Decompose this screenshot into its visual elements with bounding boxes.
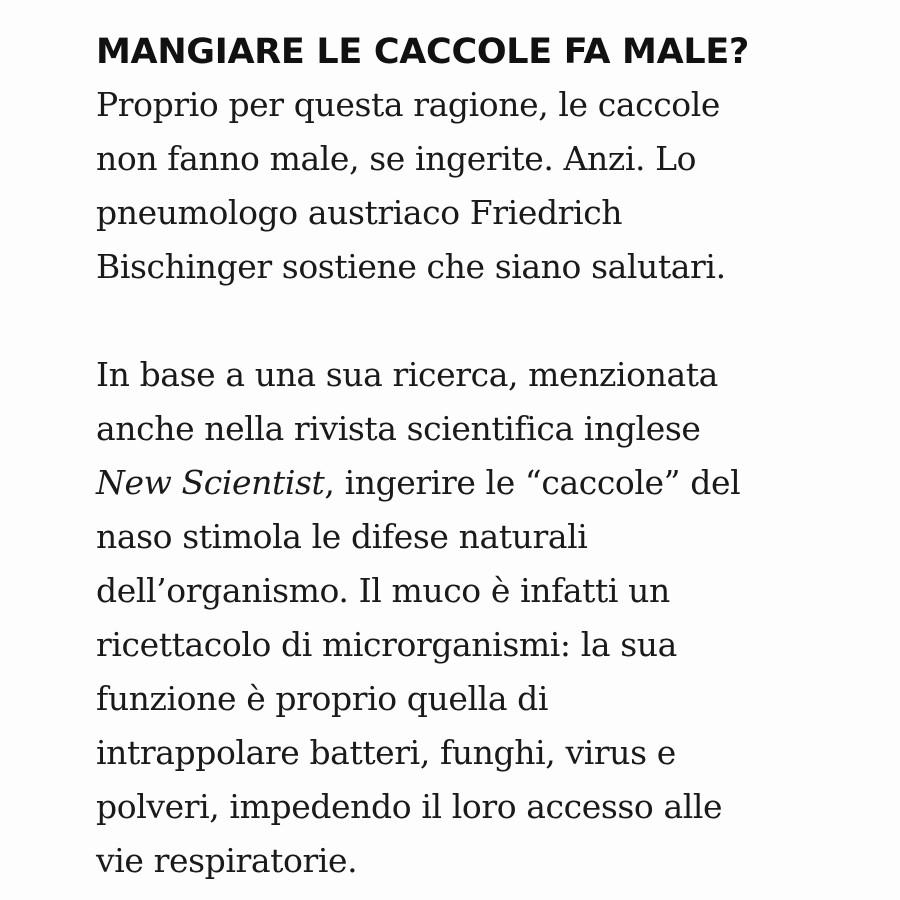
paragraph-2-line: polveri, impedendo il loro accesso alle: [96, 787, 723, 826]
paragraph-2-line: dell’organismo. Il muco è infatti un: [96, 571, 670, 610]
paragraph-1-line: pneumologo austriaco Friedrich: [96, 193, 623, 232]
paragraph-2-line: ricettacolo di microrganismi: la sua: [96, 625, 677, 664]
paragraph-2-line: intrappolare batteri, funghi, virus e: [96, 733, 676, 772]
article-heading: MANGIARE LE CACCOLE FA MALE?: [96, 32, 749, 72]
paragraph-2-line-text: , ingerire le “caccole” del: [324, 463, 741, 502]
paragraph-2-line: In base a una sua ricerca, menzionata: [96, 355, 718, 394]
paragraph-2-line: vie respiratorie.: [96, 841, 358, 880]
paragraph-1: [96, 78, 876, 294]
paragraph-2-line: [96, 456, 876, 510]
paragraph-2-line: naso stimola le difese naturali: [96, 517, 588, 556]
paragraph-1-line: non fanno male, se ingerite. Anzi. Lo: [96, 139, 697, 178]
publication-title: New Scientist: [96, 463, 325, 502]
paragraph-1-line: Bischinger sostiene che siano salutari.: [96, 247, 726, 286]
paragraph-2: [96, 348, 876, 888]
paragraph-2-line: anche nella rivista scientifica inglese: [96, 409, 701, 448]
paragraph-1-line: Proprio per questa ragione, le caccole: [96, 85, 721, 124]
paragraph-spacer: [96, 294, 876, 348]
article-body: [96, 26, 876, 888]
paragraph-2-line: funzione è proprio quella di: [96, 679, 549, 718]
